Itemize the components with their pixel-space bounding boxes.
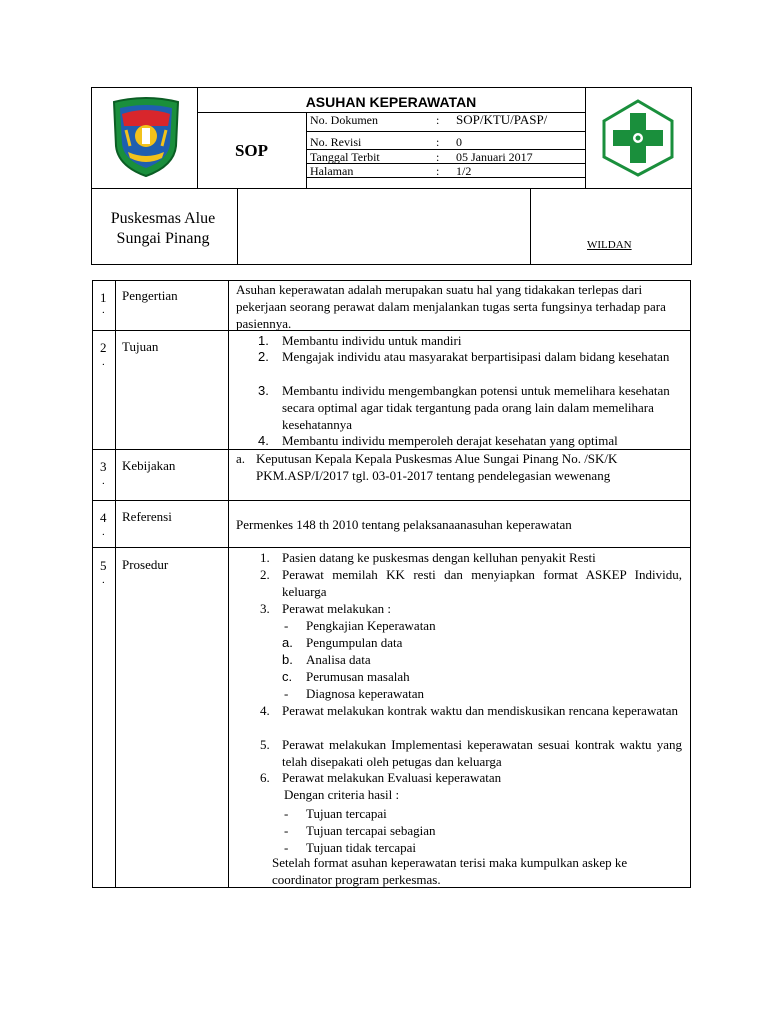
institution-name: Puskesmas Alue Sungai Pinang — [110, 210, 216, 247]
row-number: 4 — [100, 510, 107, 525]
row-paragraph: Asuhan keperawatan adalah merupakan suatu hal yang tidakakan terlepas dari pekerjaan seorang perawat dalam menjalankan tugas serta fungsinya terhadap para pasiennya. — [236, 282, 666, 331]
step-marker: a. — [282, 635, 293, 650]
step-marker: - — [284, 840, 289, 855]
step-marker: 1. — [260, 550, 270, 565]
row-number-dot: . — [102, 475, 105, 487]
list-item: Membantu individu memperoleh derajat kesehatan yang optimal — [282, 433, 618, 448]
row-number-dot: . — [102, 304, 105, 316]
step-marker: - — [284, 618, 289, 633]
field-label: No. Dokumen — [310, 113, 378, 127]
list-item: Membantu individu untuk mandiri — [282, 333, 462, 348]
field-label: Tanggal Terbit — [310, 150, 380, 164]
list-marker: 3. — [258, 383, 269, 398]
step-text: Analisa data — [306, 652, 371, 667]
field-value: 1/2 — [456, 164, 472, 178]
list-item: Keputusan Kepala Kepala Puskesmas Alue Sungai Pinang No. /SK/K PKM.ASP/I/2017 tgl. 03-01-2017 tentang pendelegasian wewenang — [256, 451, 618, 483]
field-sep: : — [436, 150, 440, 164]
step-text: Pengkajian Keperawatan — [306, 618, 436, 633]
row-paragraph: Permenkes 148 th 2010 tentang pelaksanaanasuhan keperawatan — [236, 517, 572, 532]
step-marker: 2. — [260, 567, 270, 582]
list-marker: 1. — [258, 333, 269, 348]
step-text: Tujuan tercapai — [306, 806, 387, 821]
field-value: SOP/KTU/PASP/ — [456, 112, 548, 127]
signature-name: WILDAN — [587, 239, 632, 251]
field-sep: : — [436, 164, 440, 178]
regency-emblem-logo — [108, 96, 184, 180]
puskesmas-cross-logo — [602, 99, 674, 177]
row-title: Kebijakan — [122, 458, 176, 473]
row-number: 1 — [100, 290, 107, 305]
step-text: Perawat melakukan Implementasi keperawatan sesuai kontrak waktu yang telah disepakati oleh petugas dan keluarga — [282, 737, 682, 769]
step-marker: 6. — [260, 770, 270, 785]
field-value: 05 Januari 2017 — [456, 150, 533, 164]
field-label: Halaman — [310, 164, 354, 178]
step-text: Tujuan tidak tercapai — [306, 840, 416, 855]
step-marker: - — [284, 823, 289, 838]
field-sep: : — [436, 135, 440, 149]
step-marker: 3. — [260, 601, 270, 616]
list-marker: 2. — [258, 349, 269, 364]
row-number: 3 — [100, 459, 107, 474]
step-text: Tujuan tercapai sebagian — [306, 823, 436, 838]
list-item: Mengajak individu atau masyarakat berpartisipasi dalam bidang kesehatan — [282, 349, 670, 364]
step-text: Perawat memilah KK resti dan menyiapkan format ASKEP Individu, keluarga — [282, 567, 682, 599]
step-marker: - — [284, 686, 289, 701]
step-text: Dengan criteria hasil : — [284, 787, 400, 802]
step-marker: - — [284, 806, 289, 821]
step-text: Perawat melakukan kontrak waktu dan mendiskusikan rencana keperawatan — [282, 703, 678, 718]
field-label: No. Revisi — [310, 135, 362, 149]
step-text: Pengumpulan data — [306, 635, 403, 650]
step-marker: c. — [282, 669, 293, 684]
step-marker: b. — [282, 652, 293, 667]
field-sep: : — [436, 113, 440, 127]
row-title: Pengertian — [122, 288, 178, 303]
step-text: Perawat melakukan Evaluasi keperawatan — [282, 770, 502, 785]
list-marker: 4. — [258, 433, 269, 448]
step-text: Pasien datang ke puskesmas dengan kelluhan penyakit Resti — [282, 550, 596, 565]
field-value: 0 — [456, 135, 462, 149]
row-number: 2 — [100, 340, 107, 355]
sop-label: SOP — [234, 141, 269, 160]
step-marker: 5. — [260, 737, 270, 752]
row-title: Referensi — [122, 509, 172, 524]
row-title: Tujuan — [122, 339, 159, 354]
closing-paragraph: Setelah format asuhan keperawatan terisi maka kumpulkan askep ke coordinator program perkesmas. — [272, 855, 628, 887]
step-text: Perawat melakukan : — [282, 601, 392, 616]
list-marker: a. — [236, 451, 246, 466]
row-number-dot: . — [102, 356, 105, 368]
row-number: 5 — [100, 558, 107, 573]
row-number-dot: . — [102, 574, 105, 586]
row-title: Prosedur — [122, 557, 169, 572]
list-item: Membantu individu mengembangkan potensi untuk memelihara kesehatan secara optimal agar tidak tergantung pada orang lain dalam memelihara kesehatannya — [282, 383, 670, 432]
document-title: ASUHAN KEPERAWATAN — [305, 94, 477, 110]
step-text: Perumusan masalah — [306, 669, 410, 684]
row-number-dot: . — [102, 526, 105, 538]
step-marker: 4. — [260, 703, 270, 718]
step-text: Diagnosa keperawatan — [306, 686, 425, 701]
